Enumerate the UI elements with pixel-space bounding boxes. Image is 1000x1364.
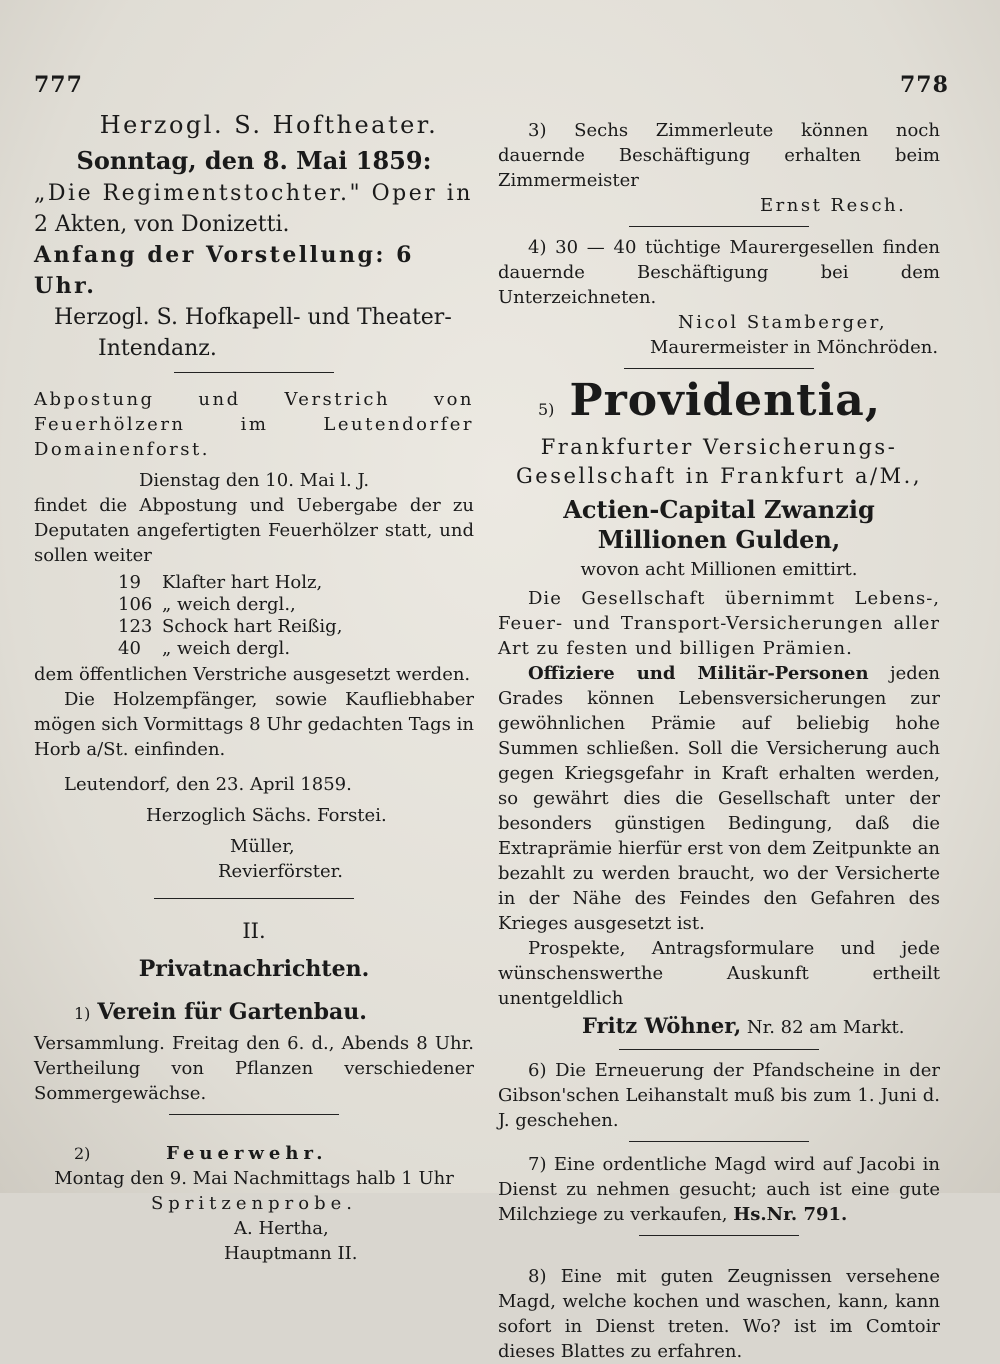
ad-title: Verein für Gartenbau.: [97, 999, 367, 1025]
ad-paragraph-2: Offiziere und Militär-Personen jeden Grades können Lebensversicherungen zur gewöhnlichen Prämie auf beliebig hohe Summen schließen. Soll die Versicherung auch gegen Kriegsgefahr in Kraft erhalten werden, so gewährt dies die Gesellschaft unter der besonders günstigen Bedingung, daß die Extraprämie hierfür erst von dem Zeitpunkte an bezahlt zu werden braucht, wo der Versicherte in der Nähe des Feindes den Gefahren des Krieges ausgesetzt ist.: [498, 663, 940, 934]
ad-zimmerleute: [498, 118, 940, 227]
page-number-right: 778: [900, 72, 949, 98]
ad-capital-note: wovon acht Millionen emittirt.: [580, 559, 858, 580]
wood-body-2: Die Holzempfänger, sowie Kaufliebhaber mögen sich Vormittags 8 Uhr gedachten Tags in Horb a/St. einfinden.: [34, 689, 474, 760]
ad-body: Versammlung. Freitag den 6. d., Abends 8 Uhr. Vertheilung von Pflanzen verschiedener Sommergewächse.: [34, 1033, 474, 1104]
divider: [619, 1049, 819, 1050]
ad-subtitle: Frankfurter Versicherungs-Gesellschaft in Frankfurt a/M.,: [515, 435, 922, 488]
theater-start: Anfang der Vorstellung: 6 Uhr.: [34, 242, 414, 299]
wood-body: findet die Abpostung und Uebergabe der zu Deputaten angefertigten Feuerhölzer statt, und sollen weiter: [34, 495, 474, 566]
ad-magd-2: [498, 1264, 940, 1364]
divider: [174, 372, 334, 373]
ad-text: 6) Die Erneuerung der Pfandscheine in der Gibson'schen Leihanstalt muß bis zum 1. Juni d. J. geschehen.: [498, 1060, 940, 1131]
divider: [629, 1141, 809, 1142]
ad-feuerwehr: [34, 1141, 474, 1266]
ad-signer: Nicol Stamberger,: [678, 312, 888, 333]
theater-play: „Die Regimentstochter." Oper in: [34, 181, 473, 206]
theater-date: Sonntag, den 8. Mai 1859:: [76, 146, 432, 175]
ad-number: 1): [74, 1004, 91, 1023]
theater-notice: [34, 110, 474, 373]
ad-maurer: [498, 235, 940, 369]
theater-play-2: 2 Akten, von Donizetti.: [34, 212, 290, 237]
left-column: [34, 110, 474, 1266]
page-number-left: 777: [34, 72, 83, 98]
ad-line-2: Spritzenprobe.: [150, 1193, 358, 1214]
divider: [639, 1235, 799, 1236]
theater-issuer-2: Intendanz.: [98, 336, 217, 361]
ad-paragraph-1: Die Gesellschaft übernimmt Lebens-, Feuer- und Transport-Versicherungen aller Art zu festen und billigen Prämien.: [498, 588, 940, 659]
ad-number: 2): [74, 1144, 91, 1163]
divider: [154, 898, 354, 899]
ad-number: 5): [538, 400, 555, 419]
divider: [624, 368, 814, 369]
ad-paragraph-3: Prospekte, Antragsformulare und jede wünschenswerthe Auskunft ertheilt unentgeldlich: [498, 938, 940, 1009]
wood-place-date: Leutendorf, den 23. April 1859.: [64, 774, 352, 795]
wood-office: Herzoglich Sächs. Forstei.: [146, 805, 387, 826]
divider: [169, 1114, 339, 1115]
list-item: 106 „ weich dergl.,: [118, 594, 296, 615]
ad-text: 8) Eine mit guten Zeugnissen versehene Magd, welche kochen und waschen, kann, kann sofort in Dienst treten. Wo? ist im Comtoir dieses Blattes zu erfahren.: [498, 1266, 940, 1362]
section-title: Privatnachrichten.: [138, 956, 370, 982]
ad-providentia: [498, 377, 940, 1050]
theater-title: Herzogl. S. Hoftheater.: [99, 111, 439, 139]
ad-capital: Actien-Capital Zwanzig Millionen Gulden,: [563, 495, 875, 554]
ad-signer: A. Hertha,: [234, 1218, 329, 1239]
ad-magd: [498, 1152, 940, 1236]
ad-signer: Ernst Resch.: [760, 195, 907, 216]
list-item: 40 „ weich dergl.: [118, 638, 291, 659]
right-column: [498, 118, 940, 1364]
ad-text: 3) Sechs Zimmerleute können noch dauernde Beschäftigung erhalten beim Zimmermeister: [498, 120, 940, 191]
wood-heading: Abpostung und Verstrich von Feuerhölzern im Leutendorfer Domainenforst.: [34, 389, 474, 460]
ad-pfandscheine: [498, 1058, 940, 1142]
wood-signer-role: Revierförster.: [218, 861, 343, 882]
ad-gartenbau: [34, 997, 474, 1115]
list-item: 19 Klafter hart Holz,: [118, 572, 323, 593]
list-item: 123 Schock hart Reißig,: [118, 616, 343, 637]
wood-signer: Müller,: [230, 836, 295, 857]
ad-signer-role: Hauptmann II.: [224, 1243, 358, 1264]
ad-signer-role: Maurermeister in Mönchröden.: [650, 337, 939, 358]
wood-notice: [34, 387, 474, 884]
ad-text: 7) Eine ordentliche Magd wird auf Jacobi in Dienst zu nehmen gesucht; auch ist eine gute Milchziege zu verkaufen, Hs.Nr. 791.: [498, 1154, 940, 1225]
ad-emphasis: Offiziere und Militär-Personen: [528, 663, 869, 684]
ad-line-1: Montag den 9. Mai Nachmittags halb 1 Uhr: [54, 1168, 454, 1189]
theater-issuer: Herzogl. S. Hofkapell- und Theater-: [54, 305, 452, 330]
ad-text: 4) 30 — 40 tüchtige Maurergesellen finden dauernde Beschäftigung bei dem Unterzeichneten.: [498, 237, 940, 308]
wood-after: dem öffentlichen Verstriche ausgesetzt werden.: [34, 664, 471, 685]
ad-agent: Fritz Wöhner, Nr. 82 am Markt.: [582, 1013, 905, 1038]
section-number: II.: [242, 919, 266, 943]
ad-title: Providentia,: [569, 375, 882, 426]
divider: [629, 226, 809, 227]
ad-title: Feuerwehr.: [166, 1143, 328, 1164]
ad-house-number: Hs.Nr. 791.: [733, 1204, 848, 1225]
wood-list: [118, 572, 474, 660]
wood-intro: Dienstag den 10. Mai l. J.: [138, 470, 370, 491]
